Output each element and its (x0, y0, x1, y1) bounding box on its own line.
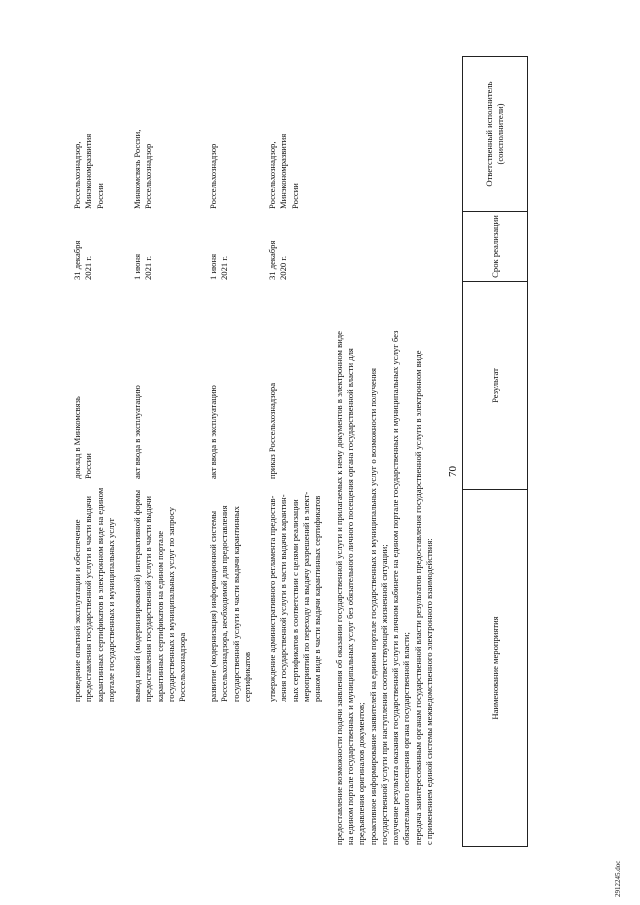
table-body (0, 57, 462, 847)
column-term-header: Срок реализации (463, 212, 528, 282)
row-4-responsible: Россельхознадзор, Минэкономразвития России (72, 133, 105, 209)
table-header (462, 56, 528, 847)
footer-filename: 2912245.doc (614, 860, 622, 897)
intro-line: государственной услуги при наступлении соответствующей жизненной ситуации; (379, 544, 389, 845)
row-2-result: акт ввода в эксплуатацию (208, 385, 218, 479)
intro-line: получение результата оказания государственной услуги в личном кабинете на едином портале государственных и муниципальных услуг без (390, 330, 400, 845)
intro-line: предъявления оригиналов документов; (356, 702, 366, 845)
row-4-name: проведение опытной эксплуатации и обеспечение предоставления государственной услуги в части выдачи карантинных сертификатов в электронном виде на едином портале государственных и муниципальных услуг (72, 487, 116, 702)
row-4-result: доклад в Минкомсвязь России (72, 396, 94, 479)
row-2-name: развитие (модернизация) информационной системы Россельхознадзора, необходимой для предоставления государственной услуги в части выдачи карантинных сертификатов (208, 505, 252, 702)
row-3-term: 1 июня 2021 г. (132, 253, 154, 280)
page-number: 70 (447, 466, 459, 477)
row-3-responsible: Минкомсвязь России, Россельхознадзор (132, 129, 154, 209)
intro-line: с применением единой системы межведомственного электронного взаимодействия: (424, 538, 434, 845)
column-result-header: Результат (463, 282, 528, 490)
row-3-name: вывод новой (модернизированной) интерактивной формы предоставления государственной услуги в части выдачи карантинных сертификатов на едином портале государственных и муниципальных услуг по запросу Россельхознадзора (132, 489, 188, 702)
intro-line: передача заинтересованным органам государственной власти результатов предоставления государственной услуги в электронном виде (413, 350, 423, 845)
intro-line: проактивное информирование заявителей на едином портале государственных и муниципальных услуг о возможности получения (368, 368, 378, 845)
row-3-result: акт ввода в эксплуатацию (132, 385, 142, 479)
row-2-term: 1 июня 2021 г. (208, 253, 230, 280)
intro-line: на едином портале государственных и муниципальных услуг без обязательного личного посещения органа государственной власти для (345, 348, 355, 845)
row-1-responsible: Россельхознадзор, Минэкономразвития России (267, 133, 300, 209)
row-1-result: приказ Россельхознадзора (267, 382, 277, 479)
intro-line: обязательного посещения органа государственной власти; (401, 632, 411, 845)
row-1-term: 31 декабря 2020 г. (267, 240, 289, 280)
row-2-responsible: Россельхознадзор (208, 143, 218, 209)
row-4-term: 31 декабря 2021 г. (72, 240, 94, 280)
intro-line: предоставление возможности подачи заявления об оказании государственной услуги и прилагаемых к нему документов в электронном виде (334, 331, 344, 845)
column-responsible-header: Ответственный исполнитель (соисполнители) (463, 57, 528, 212)
row-1-name: утверждение административного регламента предостав- ления государственной услуги в части выдачи карантин- ных сертификатов в соответствии с целями реализации мероприятий по переходу на выдачу разрешений в элект- ронном виде в части выдачи карантинных сертификатов (267, 491, 323, 702)
column-name-header: Наименование мероприятия (463, 490, 528, 847)
